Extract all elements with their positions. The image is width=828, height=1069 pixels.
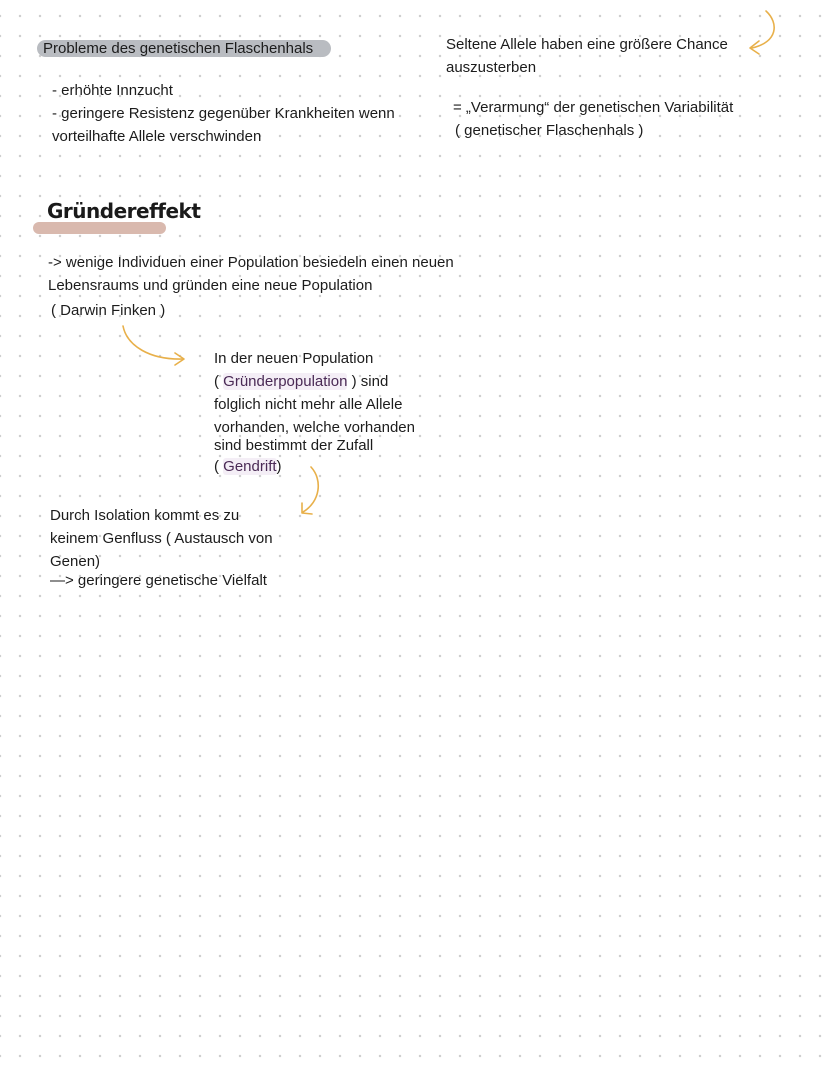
paren-open: ( [214,373,224,390]
founder-population-term: Gründerpopulation [223,373,348,390]
bottleneck-title: Probleme des genetischen Flaschenhals [43,40,314,57]
isolation-line-2: keinem Genfluss ( Austausch von [50,530,273,547]
founder-effect-heading: Gründereffekt [47,199,201,223]
isolation-line-1: Durch Isolation kommt es zu [50,507,240,524]
founder-definition-line-1: -> wenige Individuen einer Population besiedeln einen neuen [48,254,454,271]
rare-alleles-line-1: Seltene Allele haben eine größere Chance [446,36,728,53]
curved-arrow-icon [293,464,327,520]
consequence-line-3: folglich nicht mehr alle Allele [214,396,403,413]
isolation-line-3: Genen) [50,553,101,570]
bottleneck-item-resistance-cont: vorteilhafte Allele verschwinden [52,128,262,145]
consequence-line-1: In der neuen Population [214,350,374,367]
bottleneck-item-resistance: - geringere Resistenz gegenüber Krankheiten wenn [52,105,395,122]
heading-highlight-marker [33,222,166,234]
curved-arrow-icon [118,322,190,370]
curved-arrow-icon [745,8,785,58]
variability-result-line-1: = „Verarmung“ der genetischen Variabilität [453,99,734,116]
consequence-line-2 [214,370,388,393]
paren-close-2: ) [276,458,282,475]
variability-result-line-2: ( genetischer Flaschenhals ) [455,122,644,139]
consequence-line-5: sind bestimmt der Zufall [214,437,374,454]
isolation-conclusion: —> geringere genetische Vielfalt [50,572,267,589]
consequence-line-6 [214,455,282,478]
bottleneck-item-inbreeding: - erhöhte Innzucht [52,82,173,99]
rare-alleles-line-2: auszusterben [446,59,537,76]
paren-open-2: ( [214,458,224,475]
founder-example: ( Darwin Finken ) [51,302,166,319]
consequence-line-4: vorhanden, welche vorhanden [214,419,415,436]
consequence-line-2-rest: ) sind [347,373,389,390]
genetic-drift-term: Gendrift [223,458,277,475]
founder-definition-line-2: Lebensraums und gründen eine neue Population [48,277,373,294]
